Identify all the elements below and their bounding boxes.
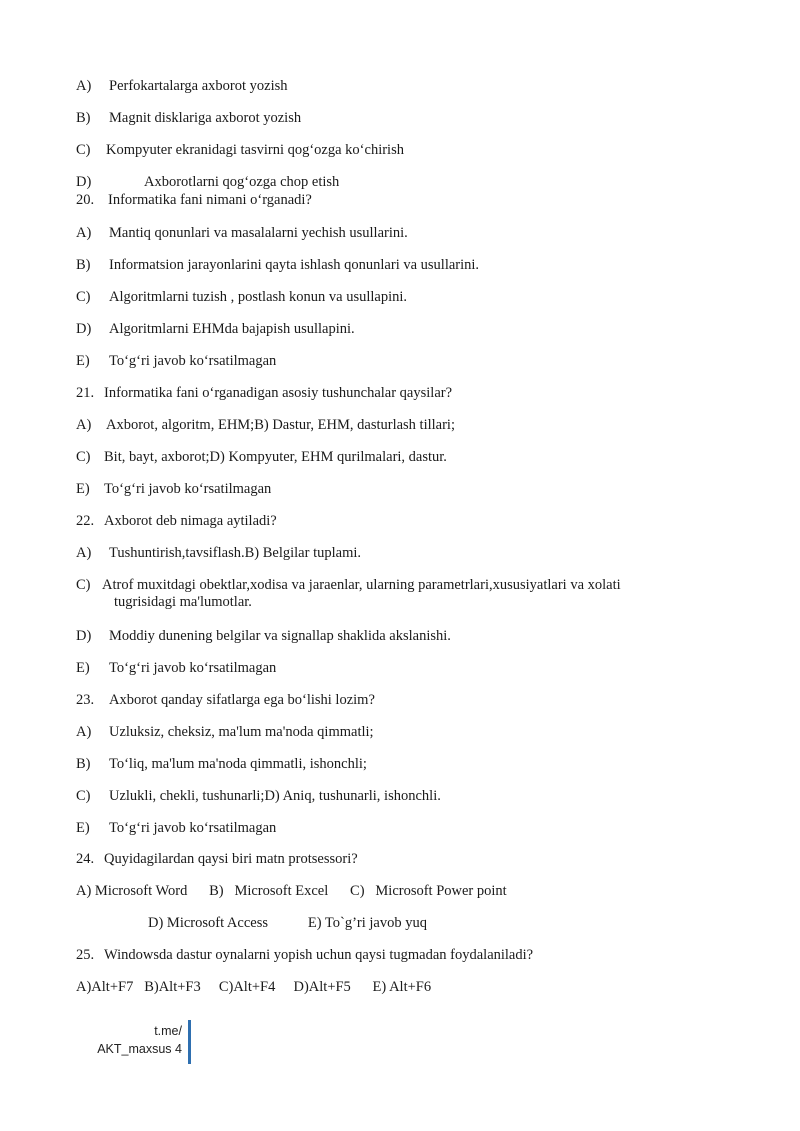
option-line [76,481,271,498]
option-text: Mantiq qonunlari va masalalarni yechish usullarini. [109,225,408,241]
footer-divider [188,1020,191,1064]
option-text: Axborotlarni qog‘ozga chop etish [144,174,340,190]
option-text: To‘g‘ri javob ko‘rsatilmagan [109,353,277,369]
option-line [148,915,427,932]
option-line [76,353,276,370]
option-text: Bit, bayt, axborot;D) Kompyuter, EHM qurilmalari, dastur. [104,449,447,465]
option-line [76,628,451,645]
question-number: 25. [76,947,95,963]
option-label: C) [76,142,91,158]
option-text: Uzluksiz, cheksiz, ma'lum ma'noda qimmatli; [109,724,374,740]
option-label: E) [76,820,90,836]
question-line [76,692,375,709]
option-line [76,225,408,242]
question-number: 22. [76,513,95,529]
question-text: Quyidagilardan qaysi biri matn protsessori? [104,851,358,867]
option-label: C) [76,577,91,593]
option-text: Magnit disklariga axborot yozish [109,110,302,126]
option-label: B) [76,110,91,126]
option-line [76,142,404,159]
option-text: A)Alt+F7 B)Alt+F3 C)Alt+F4 D)Alt+F5 E) Alt+F6 [76,979,432,995]
option-text: Uzlukli, chekli, tushunarli;D) Aniq, tushunarli, ishonchli. [109,788,441,804]
option-label: A) [76,78,92,94]
option-label: E) [76,660,90,676]
question-text: Informatika fani nimani o‘rganadi? [108,192,312,208]
option-label: C) [76,788,91,804]
option-text-continuation: tugrisidagi ma'lumotlar. [114,594,252,610]
footer-link-line1: t.me/ [154,1024,182,1038]
option-line [76,289,407,306]
option-line [76,545,361,562]
option-label: B) [76,756,91,772]
option-label: C) [76,289,91,305]
option-label: A) [76,545,92,561]
option-text: Algoritmlarni EHMda bajapish usullapini. [109,321,355,337]
page-number: 4 [175,1042,182,1056]
option-label: D) [76,174,92,190]
option-text: To‘g‘ri javob ko‘rsatilmagan [109,660,277,676]
question-text: Axborot deb nimaga aytiladi? [104,513,277,529]
question-line [76,513,277,530]
option-line [76,660,276,677]
question-line [76,947,533,964]
option-line [76,321,355,338]
option-line [76,756,367,773]
option-line [76,417,455,434]
option-text: Informatsion jarayonlarini qayta ishlash qonunlari va usullarini. [109,257,480,273]
footer-link-line2: AKT_maxsus [97,1042,172,1056]
option-label: D) [76,628,92,644]
option-line [76,788,441,805]
option-label: B) [76,257,91,273]
option-line [76,724,374,741]
option-line [76,257,479,274]
option-line [76,110,301,127]
option-text: Moddiy dunening belgilar va signallap shaklida akslanishi. [109,628,451,644]
option-label: A) [76,417,92,433]
question-text: Axborot qanday sifatlarga ega bo‘lishi lozim? [109,692,375,708]
option-line [76,577,724,611]
option-line [76,174,339,191]
option-label: A) [76,724,92,740]
option-line [76,820,276,837]
option-label: E) [76,353,90,369]
option-text: Atrof muxitdagi obektlar,xodisa va jaraenlar, ularning parametrlari,xususiyatlari va xolati [102,577,621,593]
question-number: 24. [76,851,95,867]
question-line [76,385,452,402]
option-text: Axborot, algoritm, EHM;B) Dastur, EHM, dasturlash tillari; [106,417,455,433]
option-text: Algoritmlarni tuzish , postlash konun va usullapini. [109,289,408,305]
question-number: 21. [76,385,95,401]
option-line [76,979,431,996]
question-number: 20. [76,192,95,208]
question-number: 23. [76,692,95,708]
option-text: To‘g‘ri javob ko‘rsatilmagan [109,820,277,836]
question-text: Windowsda dastur oynalarni yopish uchun qaysi tugmadan foydalaniladi? [104,947,534,963]
option-text: Tushuntirish,tavsiflash.B) Belgilar tuplami. [109,545,362,561]
option-text: D) Microsoft Access E) To`g’ri javob yuq [148,915,427,931]
question-line [76,851,358,868]
option-label: C) [76,449,91,465]
page-footer [90,1022,182,1058]
question-line [76,192,312,209]
option-label: A) [76,225,92,241]
option-text: To‘g‘ri javob ko‘rsatilmagan [104,481,272,497]
option-text: Perfokartalarga axborot yozish [109,78,288,94]
option-text: Kompyuter ekranidagi tasvirni qog‘ozga ko‘chirish [106,142,404,158]
option-text: To‘liq, ma'lum ma'noda qimmatli, ishonchli; [109,756,367,772]
question-text: Informatika fani o‘rganadigan asosiy tushunchalar qaysilar? [104,385,453,401]
option-line [76,883,507,900]
option-line [76,78,288,95]
option-label: E) [76,481,90,497]
option-text: A) Microsoft Word B) Microsoft Excel C) Microsoft Power point [76,883,507,899]
option-line [76,449,447,466]
option-label: D) [76,321,92,337]
